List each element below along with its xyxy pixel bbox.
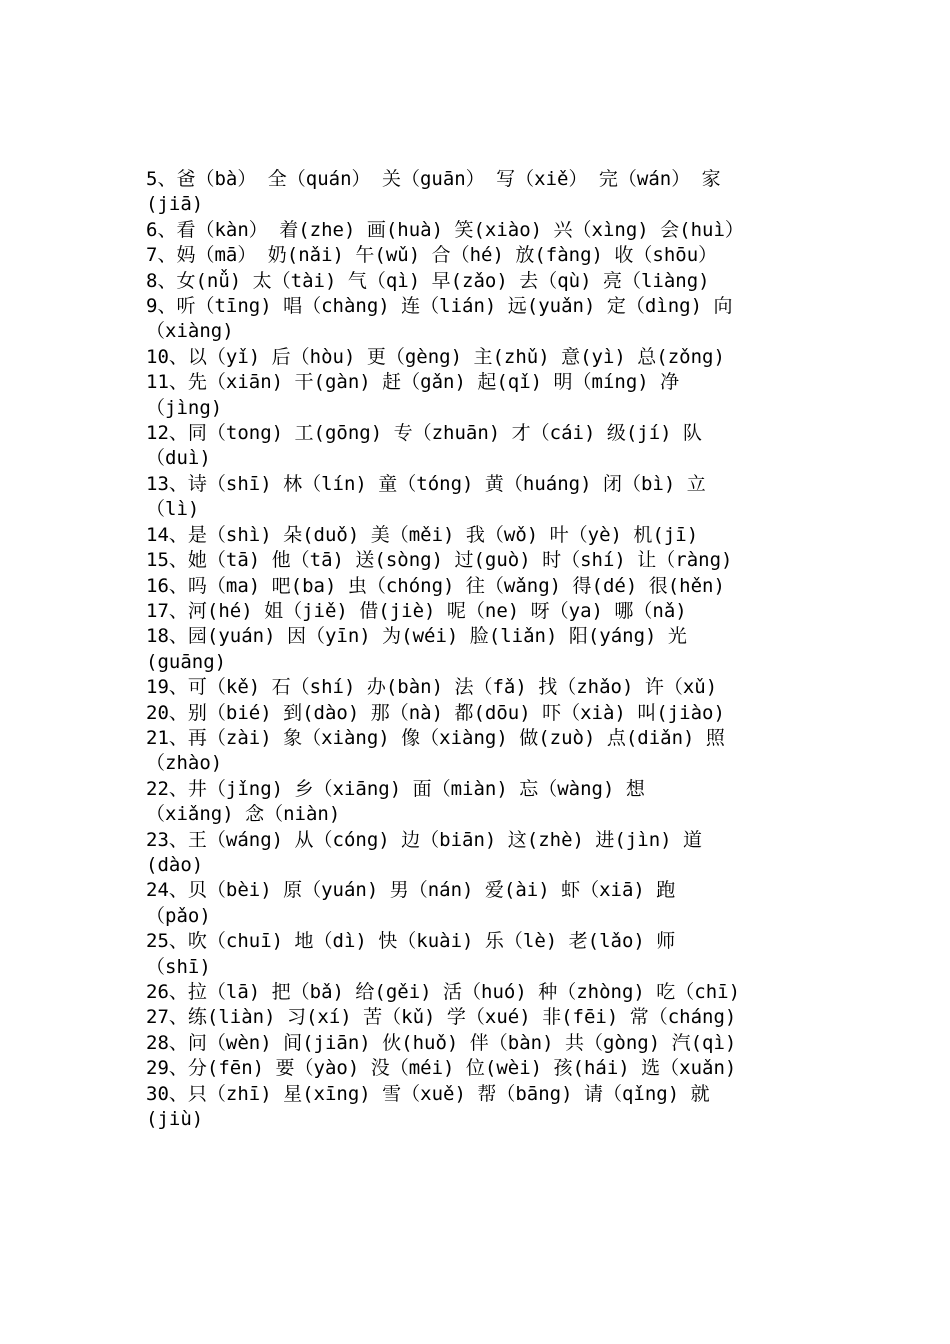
text-line: 13、诗（shī) 林（lín) 童（tóng) 黄（huáng) 闭（bì) 立 (146, 472, 706, 495)
text-line: 29、分(fēn) 要（yào) 没（méi) 位(wèi) 孩(hái) 选（xuǎn) (146, 1057, 737, 1080)
text-line: 23、王（wáng) 从（cóng) 边（biān) 这(zhè) 进(jìn) 道 (146, 828, 703, 851)
text-line: 27、练(liàn) 习(xí) 苦（kǔ) 学（xué) 非(fēi) 常（cháng) (146, 1006, 737, 1029)
text-line: 8、女(nǚ) 太（tài) 气（qì) 早(zǎo) 去（qù) 亮（liàng) (146, 269, 710, 292)
text-line: 18、园(yuán) 因（yīn) 为(wéi) 脸(liǎn) 阳(yáng) 光 (146, 625, 687, 648)
pinyin-word-list (146, 167, 816, 1132)
text-line: (jiā) (146, 193, 204, 216)
text-line: （xiǎng) 念（niàn) (146, 803, 341, 826)
text-line: （shī) (146, 955, 211, 978)
text-line: （duì) (146, 447, 211, 470)
text-line: (dào) (146, 853, 204, 876)
text-line: 7、妈（mā） 奶(nǎi) 午(wǔ) 合（hé) 放(fàng) 收（shōu） (146, 244, 718, 267)
text-line: 30、只（zhī) 星(xīng) 雪（xuě) 帮（bāng) 请（qǐng) 就 (146, 1082, 710, 1105)
text-line: 10、以（yǐ) 后（hòu) 更（gèng) 主(zhǔ) 意(yì) 总(zǒng) (146, 345, 725, 368)
text-line: 6、看（kàn） 着(zhe) 画(huà) 笑(xiào) 兴（xìng) 会(huì） (146, 218, 744, 241)
text-line: 11、先（xiān) 干(gàn) 赶（gǎn) 起(qǐ) 明（míng) 净 (146, 371, 680, 394)
text-line: 12、同（tong) 工(gōng) 专（zhuān) 才（cái) 级(jí) 队 (146, 422, 703, 445)
text-line: (guāng) (146, 650, 227, 673)
text-line: 15、她（tā) 他（tā) 送(sòng) 过(guò) 时（shí) 让（ràng) (146, 549, 733, 572)
text-line: （xiàng) (146, 320, 234, 343)
text-line: 14、是（shì) 朵(duǒ) 美（měi) 我（wǒ) 叶（yè) 机(jī) (146, 523, 699, 546)
text-line: 17、河(hé) 姐（jiě) 借(jiè) 呢（ne) 呀（ya) 哪（nǎ) (146, 599, 687, 622)
text-line: 21、再（zài) 象（xiàng) 像（xiàng) 做(zuò) 点(diǎn) 照 (146, 726, 725, 749)
text-line: （lì) (146, 498, 200, 521)
text-line: 19、可（kě) 石（shí) 办(bàn) 法（fǎ) 找（zhǎo) 许（xǔ) (146, 676, 718, 699)
text-line: 16、吗（ma) 吧(ba) 虫（chóng) 往（wǎng) 得(dé) 很(hěn) (146, 574, 725, 597)
text-line: （jìng) (146, 396, 223, 419)
text-line: 20、别（bié) 到(dào) 那（nà) 都(dōu) 吓（xià) 叫(jiào) (146, 701, 725, 724)
text-line: (jiù) (146, 1108, 204, 1131)
text-line: 24、贝（bèi) 原（yuán) 男（nán) 爱(ài) 虾（xiā) 跑 (146, 879, 676, 902)
text-line: 26、拉（lā) 把（bǎ) 给(gěi) 活（huó) 种（zhòng) 吃（chī) (146, 981, 741, 1003)
text-line: （pǎo) (146, 904, 211, 927)
text-line: 5、爸（bà） 全（quán） 关（guān） 写（xiě） 完（wán） 家 (146, 168, 721, 190)
text-line: 9、听（tīng) 唱（chàng) 连（lián) 远(yuǎn) 定（dìng) 向 (146, 295, 733, 318)
text-line: 22、井（jǐng) 乡（xiāng) 面（miàn) 忘（wàng) 想 (146, 777, 645, 800)
text-line: （zhào) (146, 752, 223, 775)
text-line: 25、吹（chuī) 地（dì) 快（kuài) 乐（lè) 老(lǎo) 师 (146, 930, 676, 953)
text-line: 28、问（wèn) 间(jiān) 伙(huǒ) 伴（bàn) 共（gòng) 汽(qì) (146, 1031, 737, 1054)
